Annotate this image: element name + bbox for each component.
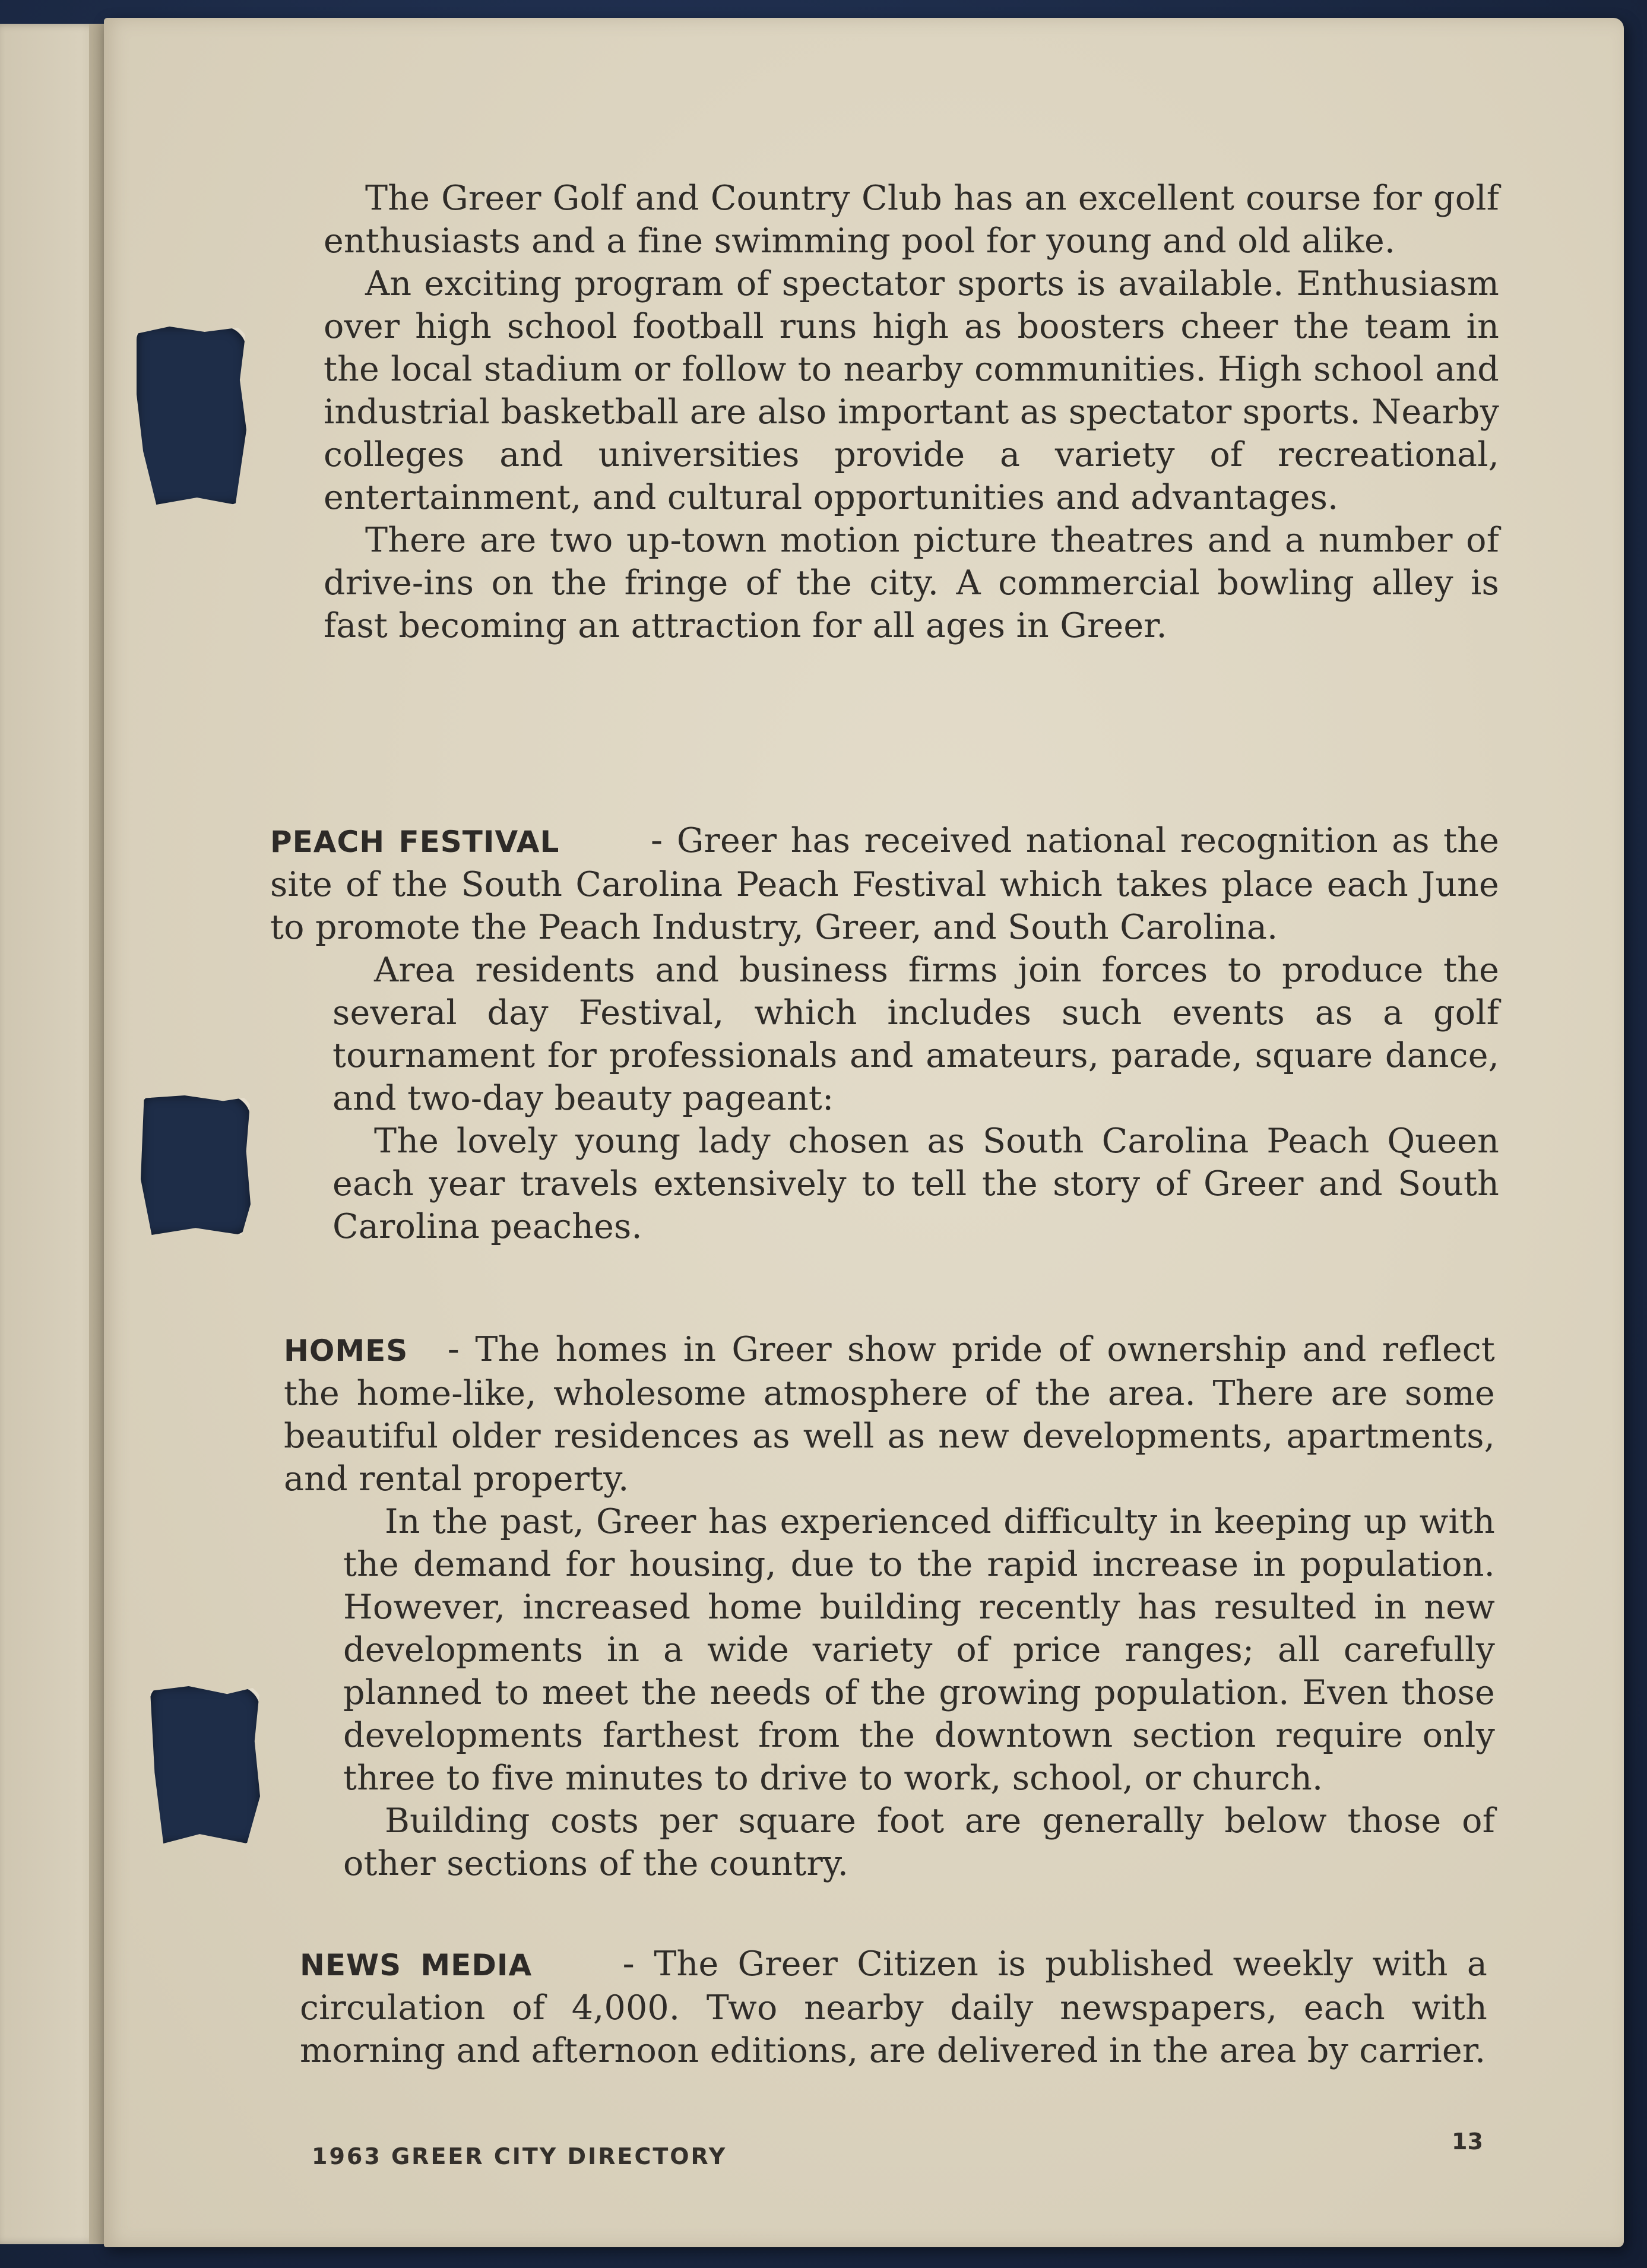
festival-events-paragraph: Area residents and business firms join forces to produce the several day Festival, which includes such events as a golf tournament for professionals and amateurs, parade, square dance, and two-day beauty pageant:	[332, 951, 1499, 1118]
news-media-lead	[300, 1943, 1487, 2072]
page-number: 13	[1452, 2128, 1483, 2155]
peach-festival-lead	[270, 819, 1499, 949]
housing-demand-paragraph: In the past, Greer has experienced difficulty in keeping up with the demand for housing, due to the rapid increase in population. However, increased home building recently has resulted in new developments in a wide variety of price ranges; all carefully planned to meet the needs of the growing population. Even those developments farthest from the downtown section require only three to five minutes to drive to work, school, or church.	[343, 1502, 1495, 1798]
peach-queen-paragraph: The lovely young lady chosen as South Carolina Peach Queen each year travels extensively to tell the story of Greer and South Carolina peaches.	[332, 1122, 1499, 1246]
peach-festival-heading: PEACH FESTIVAL	[270, 825, 560, 859]
peach-festival-section	[270, 819, 1499, 1248]
homes-lead-text: The homes in Greer show pride of ownership and reflect the home-like, wholesome atmosphere of the area. There are some beautiful older residences as well as new developments, apartments, and rental property.	[284, 1330, 1495, 1499]
golf-club-paragraph: The Greer Golf and Country Club has an excellent course for golf enthusiasts and a fine swimming pool for young and old alike.	[324, 179, 1499, 261]
homes-lead	[284, 1328, 1495, 1500]
news-media-lead-text: The Greer Citizen is published weekly with a circulation of 4,000. Two nearby daily newspapers, each with morning and afternoon editions, are delivered in the area by carrier.	[300, 1944, 1487, 2070]
homes-dash: -	[447, 1330, 460, 1369]
punch-hole	[141, 1095, 251, 1235]
peach-festival-lead-text: Greer has received national recognition as the site of the South Carolina Peach Festival which takes place each June to promote the Peach Industry, Greer, and South Carolina.	[270, 821, 1500, 947]
spectator-sports-paragraph: An exciting program of spectator sports is available. Enthusiasm over high school football runs high as boosters cheer the team in the local stadium or follow to nearby communities. High school and industrial basketball are also important as spectator sports. Nearby colleges and universities provide a variety of recreational, entertainment, and cultural opportunities and advantages.	[324, 264, 1499, 517]
homes-section	[284, 1328, 1495, 1885]
homes-heading: HOMES	[284, 1333, 408, 1368]
directory-title-footer: 1963 GREER CITY DIRECTORY	[312, 2143, 727, 2169]
punch-hole	[137, 327, 246, 505]
building-costs-paragraph: Building costs per square foot are generally below those of other sections of the country.	[343, 1801, 1495, 1883]
punch-hole	[150, 1686, 260, 1843]
peach-festival-dash: -	[650, 821, 663, 860]
recreation-section	[324, 177, 1499, 647]
news-media-heading: NEWS MEDIA	[300, 1948, 533, 1982]
news-media-dash: -	[622, 1944, 635, 1984]
theatres-paragraph: There are two up-town motion picture theatres and a number of drive-ins on the fringe of the city. A commercial bowling alley is fast becoming an attraction for all ages in Greer.	[324, 521, 1499, 645]
news-media-section	[300, 1943, 1487, 2072]
